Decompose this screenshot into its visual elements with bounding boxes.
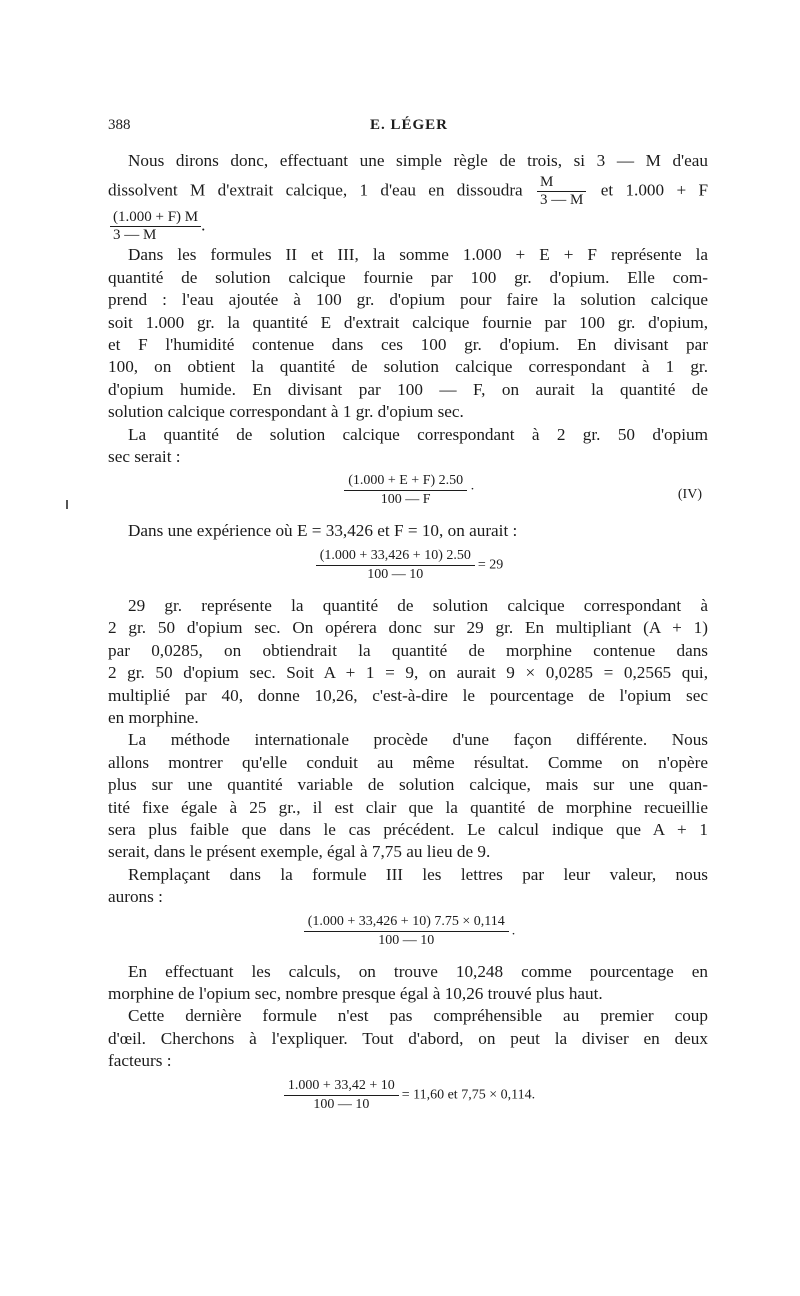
fraction bbox=[316, 547, 475, 584]
text-line: allons montrer qu'elle conduit au même résultat. Comme on n'opère bbox=[108, 752, 708, 772]
text-line: par 0,0285, on obtiendrait la quantité de morphine contenue dans bbox=[108, 640, 708, 660]
text-line: multiplié par 40, donne 10,26, c'est-à-dire le pourcentage de l'opium sec bbox=[108, 685, 708, 705]
fraction-denominator: 3 — M bbox=[113, 227, 157, 244]
text-line: La quantité de solution calcique correspondant à 2 gr. 50 d'opium bbox=[128, 424, 708, 444]
paragraph-3 bbox=[108, 424, 708, 469]
formula-iv bbox=[108, 472, 708, 516]
formula-international bbox=[108, 913, 708, 957]
paragraph-8 bbox=[108, 961, 708, 1006]
formula-tail: = 11,60 et 7,75 × 0,114. bbox=[401, 1086, 536, 1102]
fraction-numerator: M bbox=[537, 174, 586, 192]
fraction-denominator: 100 — 10 bbox=[367, 566, 424, 582]
text-line: d'opium humide. En divisant par 100 — F, on aurait la quantité de bbox=[108, 379, 708, 399]
text-line: serait, dans le présent exemple, égal à 7,75 au lieu de 9. bbox=[108, 842, 491, 862]
text-line: tité fixe égale à 25 gr., il est clair que la quantité de morphine recueillie bbox=[108, 797, 708, 817]
text-line: solution calcique correspondant à 1 gr. d'opium sec. bbox=[108, 402, 464, 422]
fraction bbox=[344, 472, 467, 509]
fraction-numerator: (1.000 + E + F) 2.50 bbox=[344, 472, 467, 491]
text-line: Nous dirons donc, effectuant une simple règle de trois, si 3 — M d'eau bbox=[128, 151, 708, 170]
text-line: plus sur une quantité variable de solution calcique, mais sur une quan- bbox=[108, 775, 708, 795]
text-line: La méthode internationale procède d'une façon différente. Nous bbox=[128, 730, 708, 750]
fraction bbox=[110, 209, 201, 244]
formula-tail: = 29 bbox=[477, 557, 504, 573]
paragraph-9 bbox=[108, 1005, 708, 1072]
text-line: sec serait : bbox=[108, 447, 181, 467]
fraction-numerator: (1.000 + 33,426 + 10) 7.75 × 0,114 bbox=[304, 913, 509, 932]
formula-tail: · bbox=[470, 482, 475, 498]
text-line: soit 1.000 gr. la quantité E d'extrait calcique fournie par 100 gr. d'opium, bbox=[108, 312, 708, 332]
text-line: Dans les formules II et III, la somme 1.000 + E + F représente la bbox=[128, 245, 708, 265]
fraction bbox=[284, 1077, 399, 1114]
text-line: en morphine. bbox=[108, 707, 199, 727]
page-number: 388 bbox=[108, 117, 131, 133]
text-line: quantité de solution calcique fournie par 100 gr. d'opium. Elle com- bbox=[108, 267, 708, 287]
text-line: aurons : bbox=[108, 887, 163, 907]
text-line: morphine de l'opium sec, nombre presque égal à 10,26 trouvé plus haut. bbox=[108, 983, 603, 1003]
text-line: Dans une expérience où E = 33,426 et F = 10, on aurait : bbox=[128, 521, 518, 541]
text-line: facteurs : bbox=[108, 1051, 172, 1071]
text-line: 100, on obtient la quantité de solution calcique correspondant à 1 gr. bbox=[108, 357, 708, 377]
paragraph-2 bbox=[108, 244, 708, 423]
fraction-denominator: 100 — 10 bbox=[378, 932, 435, 948]
text-segment: dissolvent M d'extrait calcique, 1 d'eau en dissoudra bbox=[108, 180, 523, 200]
text-line: En effectuant les calculs, on trouve 10,248 comme pourcentage en bbox=[128, 961, 708, 981]
text-line: Remplaçant dans la formule III les lettres par leur valeur, nous bbox=[128, 864, 708, 884]
fraction-denominator: 3 — M bbox=[540, 192, 584, 209]
fraction-numerator: 1.000 + 33,42 + 10 bbox=[284, 1077, 399, 1096]
text-line: 29 gr. représente la quantité de solution calcique correspondant à bbox=[128, 595, 708, 615]
fraction bbox=[304, 913, 509, 950]
text-line bbox=[108, 209, 708, 244]
text-segment: et 1.000 + F bbox=[600, 180, 709, 200]
text-line: 2 gr. 50 d'opium sec. On opérera donc sur 29 gr. En multipliant (A + 1) bbox=[108, 618, 708, 638]
paragraph-5 bbox=[108, 595, 708, 729]
paragraph-6 bbox=[108, 729, 708, 863]
formula-example bbox=[108, 547, 708, 591]
text-line: Cette dernière formule n'est pas compréhensible au premier coup bbox=[128, 1006, 708, 1026]
formula-factors bbox=[108, 1077, 708, 1121]
fraction-denominator: 100 — 10 bbox=[313, 1096, 370, 1112]
body-text bbox=[108, 150, 708, 1125]
text-line: 2 gr. 50 d'opium sec. Soit A + 1 = 9, on aurait 9 × 0,0285 = 0,2565 qui, bbox=[108, 663, 708, 683]
fraction-numerator: (1.000 + 33,426 + 10) 2.50 bbox=[316, 547, 475, 566]
text-segment: . bbox=[201, 215, 206, 235]
fraction-denominator: 100 — F bbox=[380, 492, 431, 508]
text-line bbox=[108, 174, 708, 209]
running-head: E. LÉGER bbox=[369, 117, 449, 133]
text-line: d'œil. Cherchons à l'expliquer. Tout d'abord, on peut la diviser en deux bbox=[108, 1028, 708, 1048]
paragraph-1 bbox=[108, 150, 708, 244]
text-line: et F l'humidité contenue dans ces 100 gr. d'opium. En divisant par bbox=[108, 335, 708, 355]
fraction-numerator: (1.000 + F) M bbox=[110, 209, 201, 227]
equation-number: (IV) bbox=[677, 487, 702, 503]
margin-mark bbox=[66, 500, 68, 509]
text-line: prend : l'eau ajoutée à 100 gr. d'opium pour faire la solution calcique bbox=[108, 290, 708, 310]
page-header bbox=[108, 117, 710, 141]
paragraph-4 bbox=[108, 520, 708, 542]
fraction bbox=[537, 174, 586, 209]
text-line: sera plus faible que dans le cas précédent. Le calcul indique que A + 1 bbox=[108, 819, 708, 839]
paragraph-7 bbox=[108, 864, 708, 909]
formula-tail: . bbox=[511, 922, 516, 938]
